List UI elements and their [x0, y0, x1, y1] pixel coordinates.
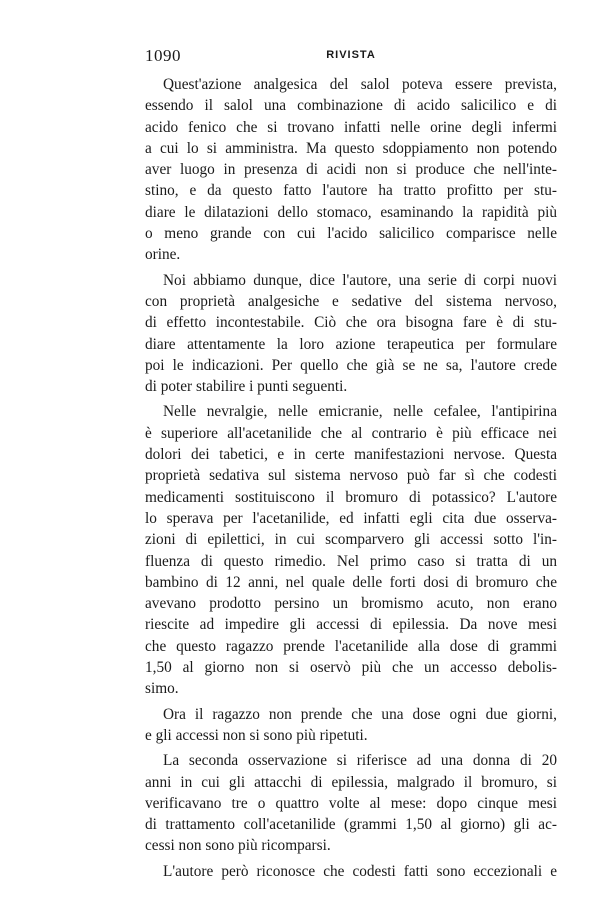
- text-line: orine.: [145, 246, 181, 264]
- text-line: di trattamento coll'acetanilide (grammi 1,50 al giorno) gli ac-: [145, 816, 557, 834]
- text-line: poi le indicazioni. Per quello che già se ne sa, l'autore crede: [145, 356, 557, 374]
- text-line: dolori dei tabetici, e in certe manifestazioni nervose. Questa: [145, 446, 557, 464]
- text-line: L'autore però riconosce che codesti fatti sono eccezionali e: [163, 862, 557, 880]
- text-line: lo sperava per l'acetanilide, ed infatti egli cita due osserva-: [145, 509, 557, 527]
- paragraph: [145, 401, 557, 699]
- paragraph: [145, 704, 557, 747]
- text-line: Nelle nevralgie, nelle emicranie, nelle cefalee, l'antipirina: [163, 403, 557, 421]
- page-header: [145, 46, 557, 66]
- text-line: bambino di 12 anni, nel quale delle forti dosi di bromuro che: [145, 573, 557, 591]
- text-line: essendo il salol una combinazione di acido salicilico e di: [145, 97, 557, 115]
- text-line: cessi non sono più ricomparsi.: [145, 837, 331, 855]
- text-line: La seconda osservazione si riferisce ad una donna di 20: [163, 752, 557, 770]
- text-line: diare le dilatazioni dello stomaco, esaminando la rapidità più: [145, 203, 557, 221]
- text-line: verificavano tre o quattro volte al mese: dopo cinque mesi: [145, 794, 557, 812]
- text-line: simo.: [145, 680, 179, 698]
- text-line: Noi abbiamo dunque, dice l'autore, una serie di corpi nuovi: [163, 271, 557, 289]
- text-line: zioni di epilettici, in cui scomparvero gli accessi sotto l'in-: [145, 531, 557, 549]
- text-line: o meno grande con cui l'acido salicilico comparisce nelle: [145, 225, 557, 243]
- text-line: e gli accessi non si sono più ripetuti.: [145, 726, 368, 744]
- text-line: riescite ad impedire gli accessi di epilessia. Da nove mesi: [145, 616, 557, 634]
- text-line: fluenza di questo rimedio. Nel primo caso si tratta di un: [145, 552, 557, 570]
- text-line: anni in cui gli attacchi di epilessia, malgrado il bromuro, si: [145, 773, 557, 791]
- paragraph: [145, 750, 557, 856]
- paragraph: [145, 270, 557, 398]
- running-head: RIVISTA: [326, 49, 376, 61]
- page-number: 1090: [145, 46, 181, 65]
- text-line: con proprietà analgesiche e sedative del sistema nervoso,: [145, 292, 557, 310]
- paragraph: [145, 74, 557, 266]
- text-line: Quest'azione analgesica del salol poteva essere prevista,: [163, 76, 557, 93]
- text-line: di effetto incontestabile. Ciò che ora bisogna fare è di stu-: [145, 314, 557, 332]
- paragraph: [145, 861, 557, 882]
- text-line: di poter stabilire i punti seguenti.: [145, 378, 348, 396]
- text-line: a cui lo si amministra. Ma questo sdoppiamento non potendo: [145, 139, 557, 157]
- text-line: diare attentamente la loro azione terapeutica per formulare: [145, 335, 557, 353]
- text-line: 1,50 al giorno non si oservò più che un accesso debolis-: [145, 659, 557, 677]
- text-line: stino, e da questo fatto l'autore ha tratto profitto per stu-: [145, 182, 557, 200]
- text-line: medicamenti sostituiscono il bromuro di potassico? L'autore: [145, 488, 557, 506]
- text-line: proprietà sedativa sul sistema nervoso può far sì che codesti: [145, 467, 557, 485]
- text-line: avevano prodotto persino un bromismo acuto, non erano: [145, 595, 557, 613]
- text-line: acido fenico che si trovano infatti nelle orine degli infermi: [145, 118, 557, 136]
- text-line: aver luogo in presenza di acidi non si produce che nell'inte-: [145, 161, 557, 179]
- text-line: è superiore all'acetanilide che al contrario è più efficace nei: [145, 424, 557, 442]
- text-line: Ora il ragazzo non prende che una dose ogni due giorni,: [163, 705, 557, 723]
- body-text: [145, 74, 557, 886]
- text-line: che questo ragazzo prende l'acetanilide alla dose di grammi: [145, 637, 557, 655]
